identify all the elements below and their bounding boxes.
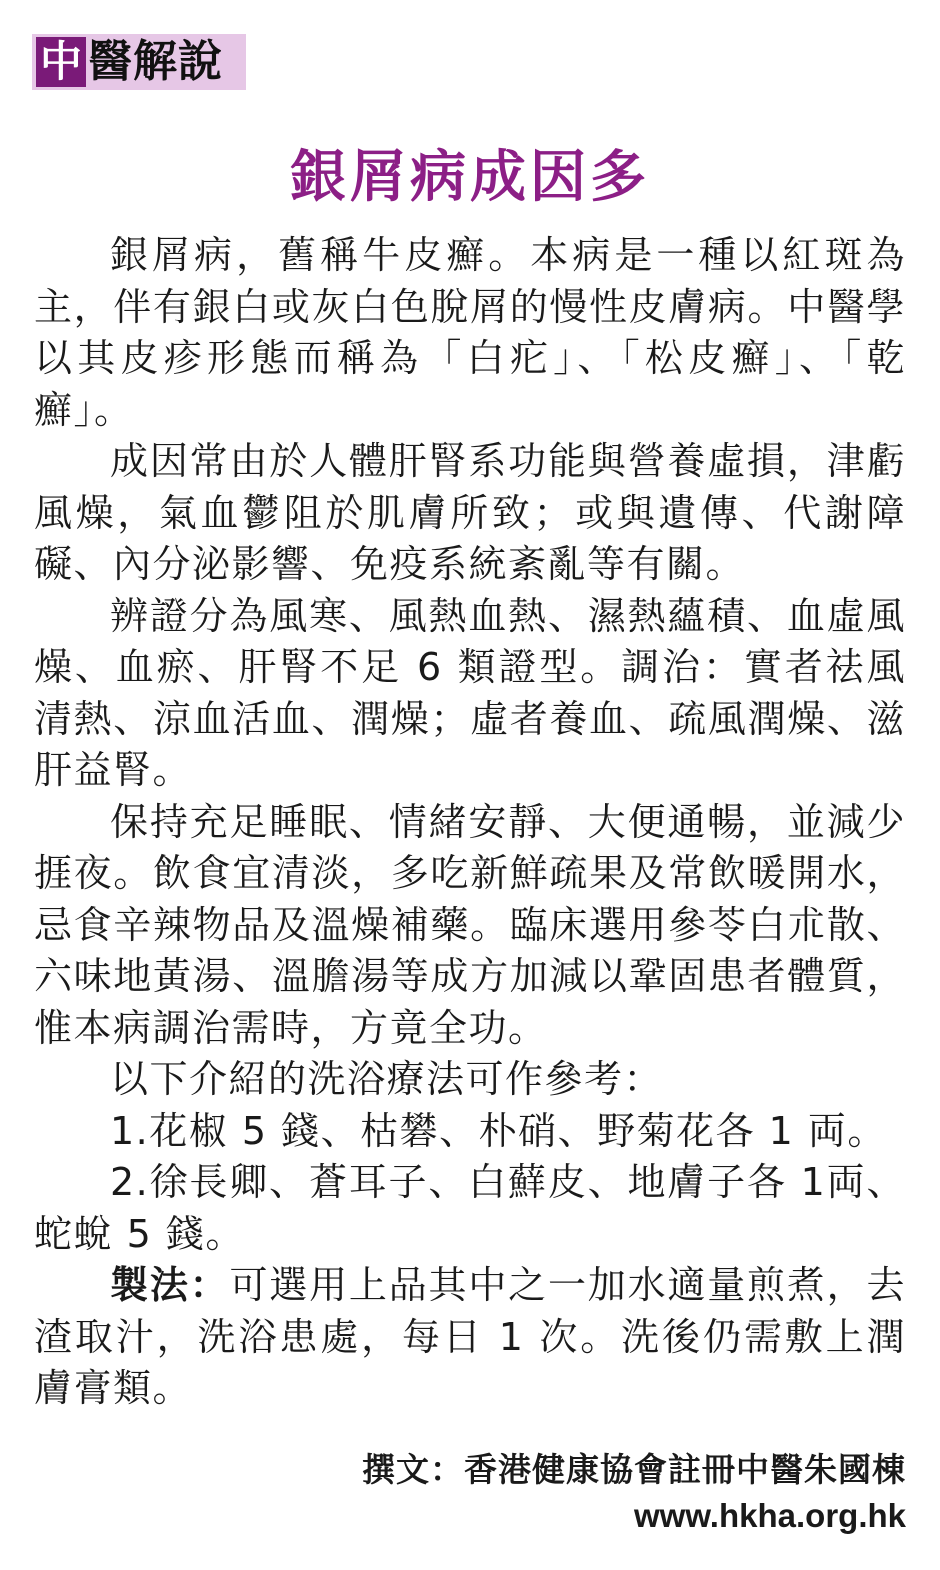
paragraph-diagnosis: 辨證分為風寒、風熱血熱、濕熱蘊積、血虛風燥、血瘀、肝腎不足 6 類證型。調治：實者祛風清熱、涼血活血、潤燥；虛者養血、疏風潤燥、滋肝益腎。 bbox=[34, 593, 906, 792]
column-tag-text: 醫解說 bbox=[88, 36, 223, 87]
website-url: www.hkha.org.hk bbox=[634, 1497, 906, 1534]
method-text: 可選用上品其中之一加水適量煎煮，去渣取汁，洗浴患處，每日 1 次。洗後仍需敷上潤膚膏類。 bbox=[34, 1263, 906, 1410]
paragraph-lifestyle: 保持充足睡眠、情緒安靜、大便通暢，並減少捱夜。飲食宜清淡，多吃新鮮疏果及常飲暖開水，忌食辛辣物品及溫燥補藥。臨床選用參苓白朮散、六味地黃湯、溫膽湯等成方加減以鞏固患者體質，惟本病調治需時，方竟全功。 bbox=[34, 799, 906, 1050]
paragraph-intro: 銀屑病，舊稱牛皮癬。本病是一種以紅斑為主，伴有銀白或灰白色脫屑的慢性皮膚病。中醫學以其皮疹形態而稱為「白疕」、「松皮癬」、「乾癬」。 bbox=[34, 233, 906, 432]
recipe-item-1: 1.花椒 5 錢、枯礬、朴硝、野菊花各 1 両。 bbox=[110, 1108, 887, 1153]
recipe-item-2: 2.徐長卿、蒼耳子、白蘚皮、地膚子各 1両、蛇蛻 5 錢。 bbox=[34, 1160, 906, 1256]
paragraph-bath-intro: 以下介紹的洗浴療法可作參考： bbox=[110, 1057, 664, 1101]
column-tag bbox=[32, 34, 246, 90]
paragraph-causes: 成因常由於人體肝腎系功能與營養虛損，津虧風燥，氣血鬱阻於肌膚所致；或與遺傳、代謝障礙、內分泌影響、免疫系統紊亂等有關。 bbox=[34, 439, 906, 586]
author-byline: 撰文：香港健康協會註冊中醫朱國棟 bbox=[362, 1450, 906, 1489]
paragraph-method bbox=[34, 1260, 906, 1415]
article-headline: 銀屑病成因多 bbox=[290, 145, 650, 210]
column-tag-badge: 中 bbox=[36, 37, 86, 87]
article-body bbox=[34, 230, 906, 1415]
method-label: 製法： bbox=[110, 1263, 230, 1307]
